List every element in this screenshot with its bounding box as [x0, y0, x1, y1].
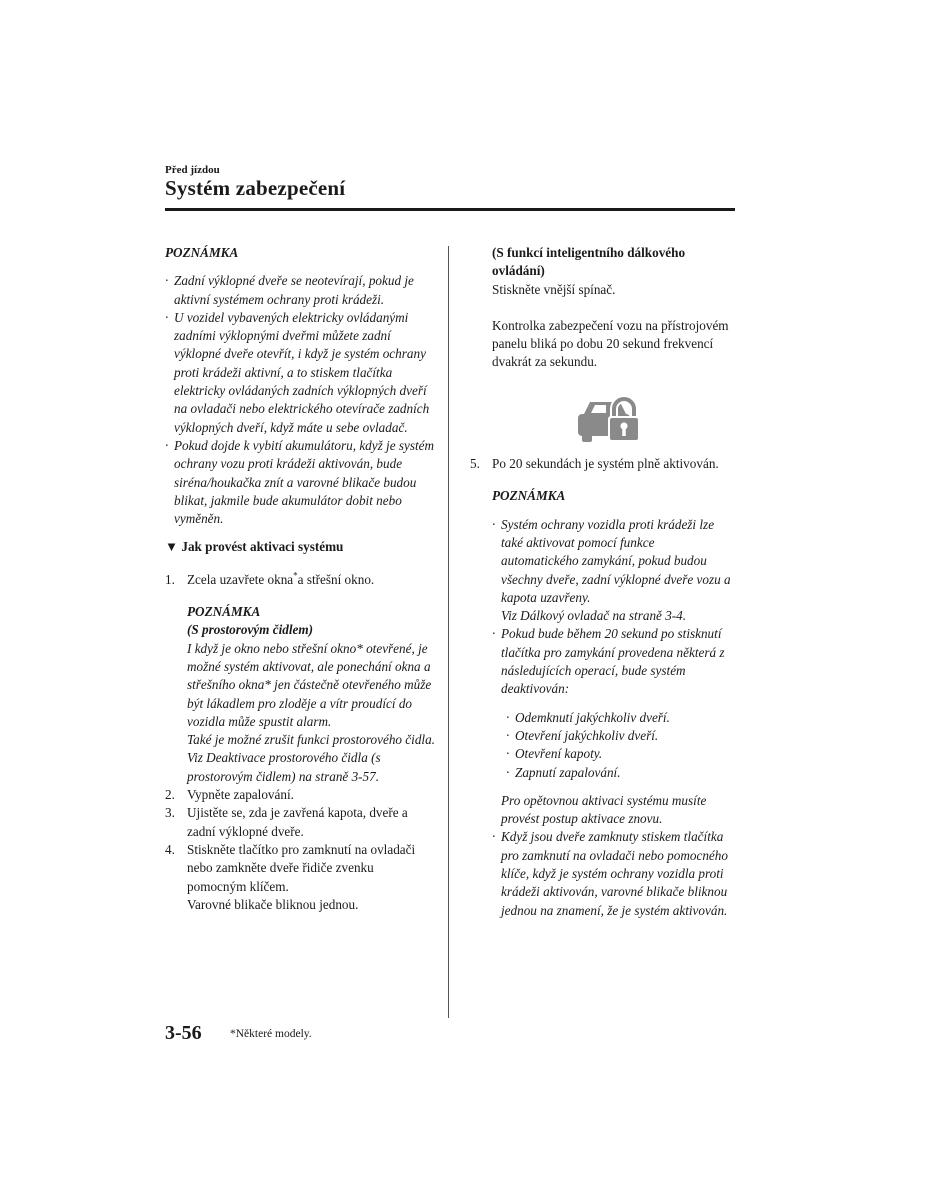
column-divider	[448, 246, 449, 1018]
step-3: 3. Ujistěte se, zda je zavřená kapota, dveře a zadní výklopné dveře.	[165, 805, 408, 839]
list-item: · Otevření jakýchkoliv dveří.	[506, 727, 659, 743]
sub-list	[492, 709, 735, 782]
list-item: · U vozidel vybavených elektricky ovládanými zadními výklopnými dveřmi můžete zadní výklopné dveře otevřít, i když je systém ochrany proti krádeži aktivní, a to stiskem tlačítka elektricky ovládaných zadních výklopných dveří na ovladači nebo elektrického otevírače zadních výklopných dveří, když máte u sebe ovladač.	[165, 309, 430, 435]
right-column: (S funkcí inteligentního dálkového ovládání) Stiskněte vnější spínač. Kontrolka zabezpečení vozu na přístrojovém panelu bliká po dobu 20 sekund frekvencí dvakrát za sekundu. 5. Po 20 sekundách je systém plně aktivován. POZNÁMKA · Systém ochrany vozidla proti krádeži lze také aktivovat pomocí funkce automatického zamykání, pokud budou všechny dveře, zadní výklopné dveře vozu a kapota uzavřeny. Viz Dálkový ovladač na straně 3-4. · Pokud bude během 20 sekund po stisknutí tlačítka pro zamykání provedena některá z následujících operací, bude systém deaktivován: · Odemknutí jakýchkoliv dveří. · Otevření jakýchkoliv dveří. · Otevření kapoty. · Zapnutí zapalování. Pro opětovnou aktivaci systému musíte provést postup aktivace znovu. · Když jsou dveře zamknuty stiskem tlačítka pro zamknutí na ovladači nebo pomocného klíče, když je systém ochrany vozidla proti krádeži aktivován, varovné blikače bliknou jednou na znamení, že je systém aktivován.	[470, 244, 735, 920]
subheading: (S funkcí inteligentního dálkového ovládání)	[492, 245, 686, 279]
note-title: POZNÁMKA	[165, 245, 239, 260]
step-4: 4. Stiskněte tlačítko pro zamknutí na ovladači nebo zamkněte dveře řidiče zvenku pomocným klíčem. Varovné blikače bliknou jednou.	[165, 841, 416, 912]
title-rule	[165, 208, 735, 211]
list-item: · Odemknutí jakýchkoliv dveří.	[506, 709, 670, 725]
step-5: 5. Po 20 sekundách je systém plně aktivován.	[470, 456, 719, 472]
car-lock-icon	[576, 396, 644, 449]
footnote: *Některé modely.	[230, 1028, 312, 1040]
note-box: POZNÁMKA · Systém ochrany vozidla proti krádeži lze také aktivovat pomocí funkce automatického zamykání, pokud budou všechny dveře, zadní výklopné dveře vozu a kapota uzavřeny. Viz Dálkový ovladač na straně 3-4. · Pokud bude během 20 sekund po stisknutí tlačítka pro zamykání provedena některá z následujících operací, bude systém deaktivován: · Odemknutí jakýchkoliv dveří. · Otevření jakýchkoliv dveří. · Otevření kapoty. · Zapnutí zapalování. Pro opětovnou aktivaci systému musíte provést postup aktivace znovu. · Když jsou dveře zamknuty stiskem tlačítka pro zamknutí na ovladači nebo pomocného klíče, když je systém ochrany vozidla proti krádeži aktivován, varovné blikače bliknou jednou na znamení, že je systém aktivován.	[470, 487, 735, 920]
list-item: · Pokud dojde k vybití akumulátoru, když je systém ochrany vozu proti krádeži aktivován, bude siréna/houkačka znít a varovné blikače budou blikat, jakmile bude akumulátor dobit nebo vyměněn.	[165, 437, 435, 527]
section-heading: ▼ Jak provést aktivaci systému	[165, 539, 344, 555]
list-item: · Otevření kapoty.	[506, 746, 603, 762]
step-1: 1. Zcela uzavřete okna*a střešní okno.	[165, 570, 375, 587]
page-title: Systém zabezpečení	[165, 176, 346, 200]
page-number: 3-56	[165, 1022, 202, 1044]
left-column	[165, 244, 435, 914]
step-2: 2. Vypněte zapalování.	[165, 787, 294, 803]
list-item: · Zadní výklopné dveře se neotevírají, pokud je aktivní systémem ochrany proti krádeži.	[165, 273, 414, 307]
note-bullets	[165, 272, 435, 528]
list-item: · Systém ochrany vozidla proti krádeži lze také aktivovat pomocí funkce automatického zamykání, pokud budou všechny dveře, zadní výklopné dveře vozu a kapota uzavřeny. Viz Dálkový ovladač na straně 3-4.	[492, 516, 731, 624]
triangle-down-icon: ▼	[165, 539, 179, 555]
list-item: · Zapnutí zapalování.	[506, 764, 621, 780]
note-box: POZNÁMKA (S prostorovým čidlem) I když je okno nebo střešní okno* otevřené, je možné systém aktivovat, ale ponechání okna a střešního okna* jen částečně otevřeného může být lákadlem pro zloděje a vítr proudící do vozidla může spustit alarm. Také je možné zrušit funkci prostorového čidla. Viz Deaktivace prostorového čidla (s prostorovým čidlem) na straně 3-57.	[187, 604, 435, 784]
section-label: Před jízdou	[165, 164, 220, 176]
list-item: · Když jsou dveře zamknuty stiskem tlačítka pro zamknutí na ovladači nebo pomocného klíče, když je systém ochrany vozidla proti krádeži aktivován, varovné blikače bliknou jednou na znamení, že je systém aktivován.	[492, 829, 728, 918]
list-item: · Pokud bude během 20 sekund po stisknutí tlačítka pro zamykání provedena některá z následujících operací, bude systém deaktivován:	[492, 626, 725, 697]
